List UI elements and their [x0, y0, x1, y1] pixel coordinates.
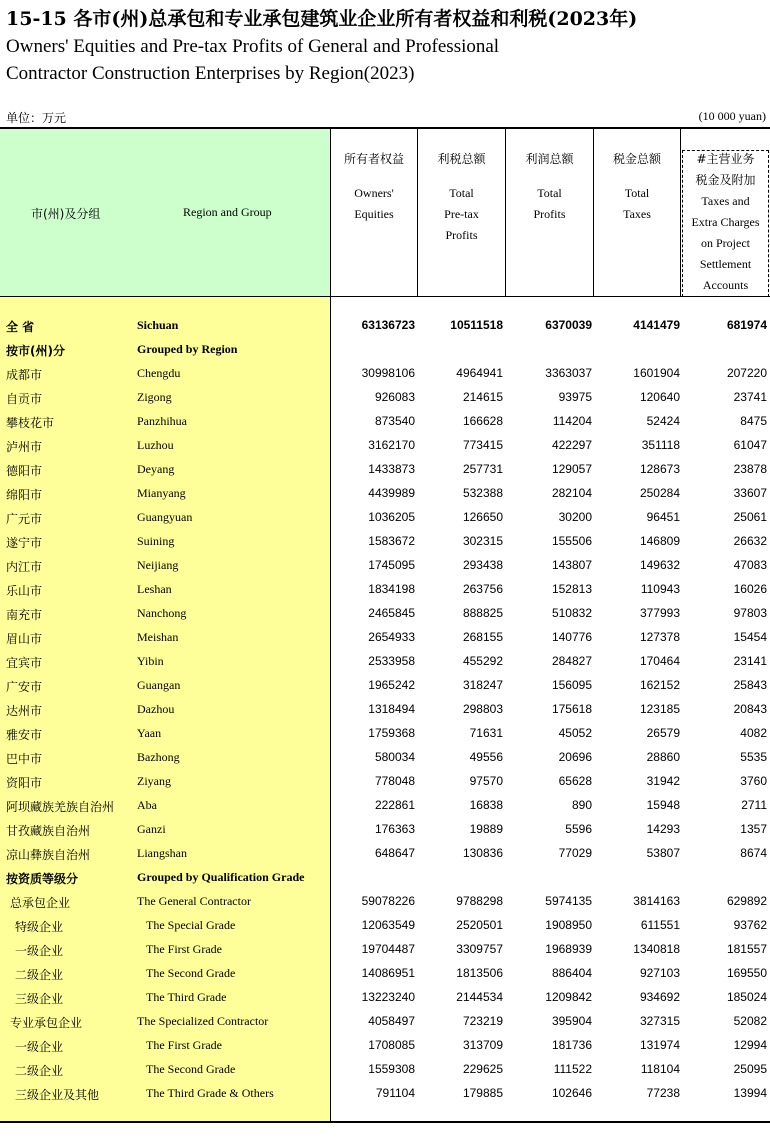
row-label-english: Grouped by Region: [137, 342, 238, 356]
row-label-chinese: 泸州市: [6, 440, 43, 454]
owners-equities-cell: 1433873: [368, 462, 415, 476]
total-profits-cell: 152813: [551, 582, 592, 596]
row-label-chinese: 一级企业: [15, 1040, 64, 1054]
owners-equities-cell: 2465845: [368, 606, 415, 620]
row-label-chinese: 德阳市: [6, 464, 43, 478]
project-settlement-taxes-cell: 681974: [726, 318, 767, 332]
row-label-chinese: 巴中市: [6, 752, 43, 766]
project-settlement-taxes-cell: 4082: [740, 726, 767, 740]
total-taxes-cell: 31942: [646, 774, 680, 788]
project-settlement-taxes-cell: 629892: [726, 894, 767, 908]
table-row: [0, 1082, 770, 1106]
total-profits-cell: 1968939: [545, 942, 592, 956]
total-profits-cell: 284827: [551, 654, 592, 668]
project-settlement-taxes-cell: 25843: [733, 678, 767, 692]
project-settlement-taxes-cell: 5535: [740, 750, 767, 764]
row-label-english: Guangan: [137, 678, 181, 692]
row-label-english: The Third Grade & Others: [146, 1086, 274, 1100]
row-label-english: Suining: [137, 534, 175, 548]
project-settlement-taxes-cell: 23878: [733, 462, 767, 476]
owners-equities-cell: 12063549: [361, 918, 415, 932]
total-profits-cell: 5974135: [545, 894, 592, 908]
owners-equities-cell: 778048: [374, 774, 415, 788]
project-settlement-taxes-cell: 1357: [740, 822, 767, 836]
page-title-english-line1: Owners' Equities and Pre-tax Profits of General and Professional: [6, 36, 500, 57]
owners-equities-cell: 1318494: [368, 702, 415, 716]
header-total-profits: 利润总额 Total Profits: [525, 152, 574, 221]
table-row: [0, 458, 770, 482]
total-taxes-cell: 1340818: [633, 942, 680, 956]
total-pretax-profits-cell: 293438: [462, 558, 503, 572]
header-owners-equities: 所有者权益 Owners' Equities: [343, 152, 404, 221]
project-settlement-taxes-cell: 207220: [726, 366, 767, 380]
project-settlement-taxes-cell: 3760: [740, 774, 767, 788]
owners-equities-cell: 59078226: [361, 894, 415, 908]
owners-equities-cell: 580034: [374, 750, 415, 764]
table-row: [0, 434, 770, 458]
total-pretax-profits-cell: 2144534: [456, 990, 503, 1004]
header-project-settlement-taxes: #主营业务 税金及附加 Taxes and Extra Charges on Project Settlement Accounts: [691, 152, 760, 292]
table-row: [0, 770, 770, 794]
table-row: [0, 914, 770, 938]
total-taxes-cell: 149632: [639, 558, 680, 572]
row-label-english: Dazhou: [137, 702, 175, 716]
total-pretax-profits-cell: 229625: [462, 1062, 503, 1076]
header-total-pretax-profits: 利税总额 Total Pre-tax Profits: [437, 152, 486, 242]
owners-equities-cell: 176363: [374, 822, 415, 836]
row-label-english: Zigong: [137, 390, 172, 404]
table-row: [0, 1058, 770, 1082]
table-row: [0, 1010, 770, 1034]
project-settlement-taxes-cell: 33607: [733, 486, 767, 500]
row-label-english: The General Contractor: [137, 894, 251, 908]
owners-equities-cell: 873540: [374, 414, 415, 428]
total-taxes-cell: 377993: [639, 606, 680, 620]
total-pretax-profits-cell: 3309757: [456, 942, 503, 956]
total-profits-cell: 156095: [551, 678, 592, 692]
row-label-english: Luzhou: [137, 438, 174, 452]
owners-equities-cell: 2533958: [368, 654, 415, 668]
table-row: [0, 746, 770, 770]
page-title-english-line2: Contractor Construction Enterprises by Region(2023): [6, 63, 415, 84]
row-label-english: Chengdu: [137, 366, 181, 380]
row-label-english: Sichuan: [137, 318, 179, 332]
header-region-label-chinese: 市(州)及分组: [31, 207, 101, 221]
row-label-chinese: 一级企业: [15, 944, 64, 958]
total-pretax-profits-cell: 773415: [462, 438, 503, 452]
owners-equities-cell: 1759368: [368, 726, 415, 740]
project-settlement-taxes-cell: 8674: [740, 846, 767, 860]
table-row: [0, 890, 770, 914]
row-label-english: Ziyang: [137, 774, 171, 788]
table-row: [0, 554, 770, 578]
row-label-chinese: 甘孜藏族自治州: [6, 824, 91, 838]
row-label-english: Nanchong: [137, 606, 187, 620]
total-profits-cell: 129057: [551, 462, 592, 476]
table-row: [0, 650, 770, 674]
owners-equities-cell: 926083: [374, 390, 415, 404]
total-taxes-cell: 1601904: [633, 366, 680, 380]
total-taxes-cell: 327315: [639, 1014, 680, 1028]
project-settlement-taxes-cell: 26632: [733, 534, 767, 548]
total-taxes-cell: 146809: [639, 534, 680, 548]
row-label-english: The Specialized Contractor: [137, 1014, 269, 1028]
project-settlement-taxes-cell: 13994: [733, 1086, 767, 1100]
total-taxes-cell: 52424: [646, 414, 680, 428]
project-settlement-taxes-cell: 16026: [733, 582, 767, 596]
row-label-chinese: 二级企业: [15, 968, 64, 982]
owners-equities-cell: 1965242: [368, 678, 415, 692]
owners-equities-cell: 4439989: [368, 486, 415, 500]
total-pretax-profits-cell: 313709: [462, 1038, 503, 1052]
table-row: [0, 722, 770, 746]
row-label-english: Grouped by Qualification Grade: [137, 870, 305, 884]
total-profits-cell: 143807: [551, 558, 592, 572]
row-label-chinese: 总承包企业: [10, 896, 71, 910]
total-profits-cell: 886404: [551, 966, 592, 980]
total-pretax-profits-cell: 19889: [469, 822, 503, 836]
table-row: [0, 986, 770, 1010]
total-taxes-cell: 170464: [639, 654, 680, 668]
row-label-chinese: 广元市: [6, 512, 43, 526]
total-pretax-profits-cell: 318247: [462, 678, 503, 692]
project-settlement-taxes-cell: 8475: [740, 414, 767, 428]
project-settlement-taxes-cell: 185024: [726, 990, 767, 1004]
owners-equities-cell: 13223240: [361, 990, 415, 1004]
table-row: [0, 386, 770, 410]
total-taxes-cell: 26579: [646, 726, 680, 740]
total-profits-cell: 102646: [551, 1086, 592, 1100]
owners-equities-cell: 648647: [374, 846, 415, 860]
total-taxes-cell: 14293: [646, 822, 680, 836]
row-label-chinese: 成都市: [6, 368, 43, 382]
row-label-english: The Third Grade: [146, 990, 227, 1004]
table-row: [0, 506, 770, 530]
total-profits-cell: 890: [571, 798, 592, 812]
total-taxes-cell: 123185: [639, 702, 680, 716]
row-label-chinese: 特级企业: [15, 920, 64, 934]
row-label-chinese: 攀枝花市: [6, 416, 55, 430]
total-profits-cell: 181736: [551, 1038, 592, 1052]
total-pretax-profits-cell: 49556: [469, 750, 503, 764]
row-label-english: Bazhong: [137, 750, 180, 764]
row-label-english: Ganzi: [137, 822, 166, 836]
total-pretax-profits-cell: 888825: [462, 606, 503, 620]
row-label-chinese: 二级企业: [15, 1064, 64, 1078]
owners-equities-cell: 791104: [375, 1086, 415, 1100]
total-profits-cell: 282104: [551, 486, 592, 500]
row-label-chinese: 宜宾市: [6, 656, 43, 670]
total-pretax-profits-cell: 97570: [469, 774, 503, 788]
project-settlement-taxes-cell: 47083: [733, 558, 767, 572]
table-header-rule: [0, 296, 770, 297]
project-settlement-taxes-cell: 23141: [733, 654, 767, 668]
table-row: [0, 482, 770, 506]
project-settlement-taxes-cell: 52082: [733, 1014, 767, 1028]
row-label-chinese: 南充市: [6, 608, 43, 622]
total-taxes-cell: 110943: [640, 582, 680, 596]
project-settlement-taxes-cell: 181557: [726, 942, 767, 956]
row-label-english: Mianyang: [137, 486, 186, 500]
table-row: [0, 962, 770, 986]
row-label-chinese: 雅安市: [6, 728, 43, 742]
table-row: [0, 362, 770, 386]
total-pretax-profits-cell: 532388: [462, 486, 503, 500]
total-profits-cell: 20696: [558, 750, 592, 764]
table-row: [0, 794, 770, 818]
row-label-english: The First Grade: [146, 1038, 222, 1052]
row-label-english: Yaan: [137, 726, 162, 740]
total-taxes-cell: 4141479: [633, 318, 680, 332]
total-taxes-cell: 131974: [639, 1038, 680, 1052]
row-label-chinese: 遂宁市: [6, 536, 43, 550]
total-profits-cell: 93975: [558, 390, 592, 404]
total-pretax-profits-cell: 302315: [462, 534, 503, 548]
total-profits-cell: 510832: [551, 606, 592, 620]
total-taxes-cell: 927103: [639, 966, 680, 980]
total-pretax-profits-cell: 298803: [462, 702, 503, 716]
total-pretax-profits-cell: 723219: [462, 1014, 503, 1028]
total-taxes-cell: 28860: [646, 750, 680, 764]
total-pretax-profits-cell: 4964941: [456, 366, 503, 380]
total-pretax-profits-cell: 268155: [462, 630, 503, 644]
owners-equities-cell: 1559308: [368, 1062, 415, 1076]
total-pretax-profits-cell: 2520501: [456, 918, 503, 932]
total-profits-cell: 140776: [551, 630, 592, 644]
row-label-english: The Special Grade: [146, 918, 236, 932]
total-pretax-profits-cell: 263756: [462, 582, 503, 596]
total-profits-cell: 111522: [553, 1062, 592, 1076]
row-label-chinese: 资阳市: [6, 776, 43, 790]
row-label-english: The First Grade: [146, 942, 222, 956]
row-label-english: Yibin: [137, 654, 164, 668]
owners-equities-cell: 1036205: [368, 510, 415, 524]
total-profits-cell: 175618: [551, 702, 592, 716]
total-taxes-cell: 53807: [646, 846, 680, 860]
total-pretax-profits-cell: 166628: [462, 414, 503, 428]
total-profits-cell: 114204: [552, 414, 592, 428]
owners-equities-cell: 30998106: [361, 366, 415, 380]
owners-equities-cell: 4058497: [368, 1014, 415, 1028]
table-row: [0, 602, 770, 626]
row-label-english: The Second Grade: [146, 966, 236, 980]
project-settlement-taxes-cell: 61047: [733, 438, 767, 452]
row-label-chinese: 全 省: [6, 320, 35, 334]
table-row: [0, 938, 770, 962]
row-label-english: Deyang: [137, 462, 175, 476]
table-row: [0, 674, 770, 698]
row-label-chinese: 达州市: [6, 704, 43, 718]
header-total-taxes: 税金总额 Total Taxes: [612, 152, 661, 221]
total-profits-cell: 422297: [551, 438, 592, 452]
total-pretax-profits-cell: 455292: [462, 654, 503, 668]
owners-equities-cell: 222861: [374, 798, 415, 812]
row-label-chinese: 眉山市: [6, 632, 43, 646]
project-settlement-taxes-cell: 20843: [733, 702, 767, 716]
project-settlement-taxes-cell: 97803: [733, 606, 767, 620]
table-row: [0, 842, 770, 866]
owners-equities-cell: 1834198: [368, 582, 415, 596]
project-settlement-taxes-cell: 25061: [733, 510, 767, 524]
row-label-chinese: 乐山市: [6, 584, 43, 598]
total-profits-cell: 45052: [558, 726, 592, 740]
total-taxes-cell: 96451: [646, 510, 680, 524]
row-label-chinese: 凉山彝族自治州: [6, 848, 91, 862]
table-row: [0, 866, 770, 890]
row-label-chinese: 按市(州)分: [6, 344, 65, 358]
total-taxes-cell: 934692: [639, 990, 680, 1004]
project-settlement-taxes-cell: 15454: [733, 630, 767, 644]
total-profits-cell: 77029: [558, 846, 592, 860]
total-taxes-cell: 15948: [646, 798, 680, 812]
table-row: [0, 578, 770, 602]
table-row: [0, 530, 770, 554]
total-taxes-cell: 77238: [646, 1086, 680, 1100]
total-pretax-profits-cell: 10511518: [450, 318, 503, 332]
total-taxes-cell: 128673: [639, 462, 680, 476]
owners-equities-cell: 3162170: [368, 438, 415, 452]
project-settlement-taxes-cell: 93762: [733, 918, 767, 932]
total-taxes-cell: 250284: [639, 486, 680, 500]
total-taxes-cell: 118104: [640, 1062, 680, 1076]
total-profits-cell: 1908950: [545, 918, 592, 932]
table-row: [0, 818, 770, 842]
row-label-english: Liangshan: [137, 846, 187, 860]
row-label-english: The Second Grade: [146, 1062, 236, 1076]
unit-label-english: (10 000 yuan): [698, 109, 766, 123]
table-row: [0, 410, 770, 434]
project-settlement-taxes-cell: 12994: [733, 1038, 767, 1052]
row-label-chinese: 三级企业及其他: [15, 1088, 100, 1102]
table-row: [0, 1034, 770, 1058]
total-pretax-profits-cell: 179885: [462, 1086, 503, 1100]
total-profits-cell: 3363037: [545, 366, 592, 380]
total-taxes-cell: 611551: [640, 918, 680, 932]
owners-equities-cell: 1745095: [368, 558, 415, 572]
owners-equities-cell: 2654933: [368, 630, 415, 644]
total-taxes-cell: 3814163: [633, 894, 680, 908]
total-pretax-profits-cell: 1813506: [456, 966, 503, 980]
row-label-english: Panzhihua: [137, 414, 187, 428]
owners-equities-cell: 14086951: [361, 966, 415, 980]
total-profits-cell: 65628: [558, 774, 592, 788]
total-pretax-profits-cell: 257731: [462, 462, 503, 476]
table-bottom-rule: [0, 1121, 770, 1123]
table-row: [0, 338, 770, 362]
total-profits-cell: 5596: [565, 822, 592, 836]
page-title-chinese: 15-15 各市(州)总承包和专业承包建筑业企业所有者权益和利税(2023年): [6, 8, 638, 30]
table-row: [0, 626, 770, 650]
total-pretax-profits-cell: 9788298: [456, 894, 503, 908]
row-label-english: Aba: [137, 798, 157, 812]
row-label-chinese: 三级企业: [15, 992, 64, 1006]
total-profits-cell: 30200: [558, 510, 592, 524]
project-settlement-taxes-cell: 169550: [726, 966, 767, 980]
total-pretax-profits-cell: 71631: [469, 726, 503, 740]
row-label-english: Guangyuan: [137, 510, 193, 524]
table-row: [0, 698, 770, 722]
total-taxes-cell: 127378: [639, 630, 680, 644]
total-taxes-cell: 162152: [639, 678, 680, 692]
row-label-english: Leshan: [137, 582, 172, 596]
owners-equities-cell: 19704487: [361, 942, 415, 956]
row-label-chinese: 广安市: [6, 680, 43, 694]
header-region-label-english: Region and Group: [183, 205, 272, 219]
row-label-chinese: 绵阳市: [6, 488, 43, 502]
total-pretax-profits-cell: 126650: [462, 510, 503, 524]
row-label-english: Neijiang: [137, 558, 179, 572]
table-row: [0, 314, 770, 338]
total-pretax-profits-cell: 16838: [469, 798, 503, 812]
row-label-chinese: 阿坝藏族羌族自治州: [6, 800, 115, 814]
row-label-chinese: 按资质等级分: [6, 872, 79, 886]
row-label-chinese: 内江市: [6, 560, 43, 574]
owners-equities-cell: 1583672: [368, 534, 415, 548]
total-profits-cell: 155506: [551, 534, 592, 548]
unit-label-chinese: 单位：万元: [6, 111, 67, 125]
owners-equities-cell: 63136723: [361, 318, 415, 332]
total-pretax-profits-cell: 130836: [462, 846, 503, 860]
owners-equities-cell: 1708085: [368, 1038, 415, 1052]
row-label-chinese: 专业承包企业: [10, 1016, 83, 1030]
total-taxes-cell: 120640: [639, 390, 680, 404]
total-profits-cell: 1209842: [545, 990, 592, 1004]
total-profits-cell: 6370039: [545, 318, 592, 332]
total-profits-cell: 395904: [551, 1014, 592, 1028]
project-settlement-taxes-cell: 23741: [733, 390, 767, 404]
row-label-chinese: 自贡市: [6, 392, 43, 406]
project-settlement-taxes-cell: 2711: [741, 798, 767, 812]
total-taxes-cell: 351118: [641, 438, 680, 452]
row-label-english: Meishan: [137, 630, 179, 644]
project-settlement-taxes-cell: 25095: [733, 1062, 767, 1076]
total-pretax-profits-cell: 214615: [462, 390, 503, 404]
